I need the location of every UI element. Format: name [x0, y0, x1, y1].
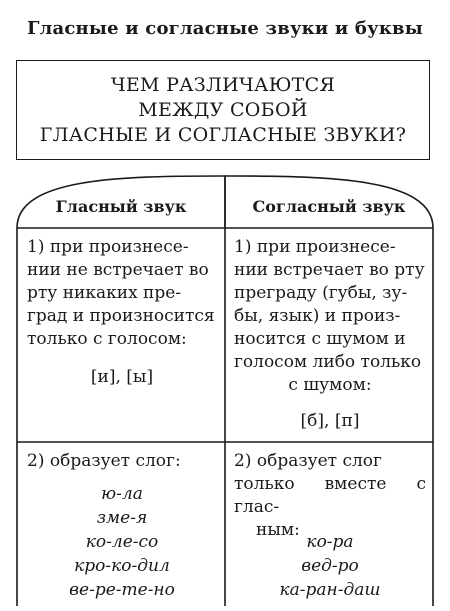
syllable-word: кро-ко-дил — [74, 556, 170, 576]
syllable-word: ю-ла — [101, 484, 143, 504]
right-example-1 — [234, 410, 426, 433]
text-line: нии встречает во рту — [234, 260, 425, 280]
syllable-word: зме-я — [96, 508, 148, 528]
syllable-word: ве-ре-те-но — [69, 580, 175, 600]
text-line: 1) при произнесе- — [234, 237, 396, 257]
text-line: 2) образует слог — [234, 451, 382, 471]
left-syllable-examples — [27, 482, 217, 602]
example-sounds: [и], [ы] — [90, 367, 154, 387]
text-line: преграду (губы, зу- — [234, 283, 408, 303]
left-example-1 — [27, 366, 217, 389]
left-point-2 — [27, 450, 217, 473]
syllable-word: вед-ро — [301, 556, 359, 576]
question-line: ГЛАСНЫЕ И СОГЛАСНЫЕ ЗВУКИ? — [39, 123, 407, 146]
text-line: 1) при произнесе- — [27, 237, 189, 257]
text-line: носится с шумом и — [234, 329, 406, 349]
right-point-1 — [234, 236, 426, 397]
text-line: только вместе с глас- — [234, 474, 426, 517]
text-line: бы, язык) и произ- — [234, 306, 401, 326]
left-column-header: Гласный звук — [55, 197, 187, 216]
text-line: рту никаких пре- — [27, 283, 182, 303]
right-column-header: Согласный звук — [252, 197, 406, 216]
page-title: Гласные и согласные звуки и буквы — [27, 18, 423, 39]
text-line: ным: — [256, 520, 300, 540]
syllable-word: ка-ран-даш — [279, 580, 381, 600]
example-sounds: [б], [п] — [300, 411, 360, 431]
text-line: с шумом: — [288, 375, 372, 395]
right-syllable-examples — [234, 530, 426, 602]
left-point-1 — [27, 236, 217, 351]
syllable-word: ко-ле-со — [85, 532, 159, 552]
text-line: только с голосом: — [27, 329, 187, 349]
right-point-2 — [234, 450, 426, 542]
question-line: МЕЖДУ СОБОЙ — [138, 98, 308, 121]
text-line: град и произносится — [27, 306, 215, 326]
syllable-word: ко-ра — [306, 532, 354, 552]
text-line: 2) образует слог: — [27, 451, 181, 471]
text-line: нии не встречает во — [27, 260, 209, 280]
text-line: голосом либо только — [234, 352, 422, 372]
question-line: ЧЕМ РАЗЛИЧАЮТСЯ — [110, 73, 336, 96]
